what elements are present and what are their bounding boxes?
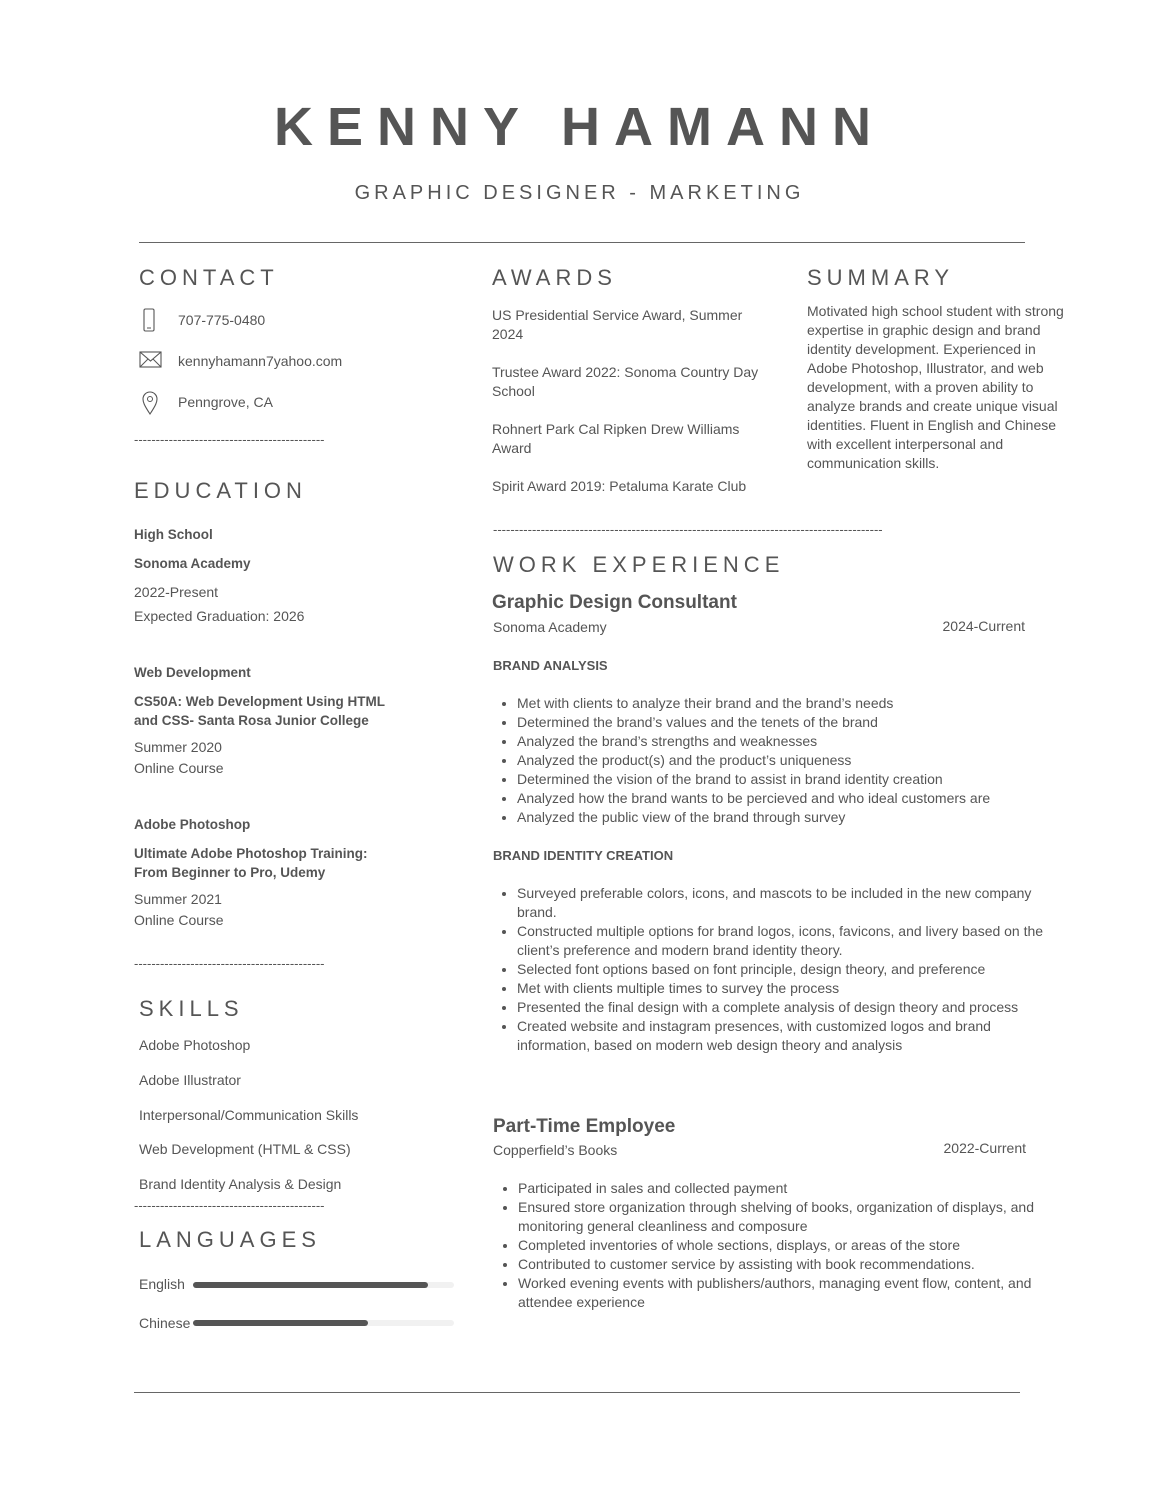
list-item: • Contributed to customer service by assisting with book recommendations. [518, 1255, 1048, 1274]
education-line: Summer 2020 [134, 739, 222, 755]
mail-icon [139, 349, 161, 373]
languages-heading: LANGUAGES [139, 1227, 321, 1252]
awards-divider: ------------------------------------------------------------------------------------------ [493, 522, 883, 537]
list-item: • Completed inventories of whole sections, displays, or areas of the store [518, 1236, 1048, 1255]
summary-heading: SUMMARY [807, 265, 955, 290]
work-heading: WORK EXPERIENCE [493, 552, 785, 577]
list-item: • Met with clients multiple times to survey the process [517, 979, 1047, 998]
contact-phone [139, 308, 265, 332]
section-label: BRAND IDENTITY CREATION [493, 848, 674, 863]
header-divider [139, 242, 1025, 243]
list-item: • Created website and instagram presences, with customized logos and brand information, based on modern web design theory and analysis [517, 1017, 1047, 1055]
resume-name: KENNY HAMANN [273, 97, 886, 157]
education-line: Summer 2021 [134, 891, 222, 907]
job-dates: 2022-Current [943, 1140, 1026, 1156]
job-company: Copperfield’s Books [493, 1142, 618, 1158]
list-item: • Ensured store organization through shelving of books, organization of displays, and monitoring general cleanliness and composure [518, 1198, 1048, 1236]
skill-item: Brand Identity Analysis & Design [139, 1176, 342, 1192]
summary-text: Motivated high school student with strong expertise in graphic design and brand identity development. Experienced in Adobe Photoshop, Illustrator, and web development, with a proven ability to analyze brands and create unique visual identities. Fluent in English and Chinese with excellent interpersonal and communication skills. [807, 303, 1064, 471]
phone-icon [139, 308, 161, 332]
job-title: Part-Time Employee [493, 1116, 676, 1137]
education-line: Expected Graduation: 2026 [134, 608, 305, 624]
contact-phone-text: 707-775-0480 [178, 311, 266, 328]
part-time-list [494, 1179, 1048, 1312]
education-category: High School [134, 527, 213, 542]
section-label: BRAND ANALYSIS [493, 658, 608, 673]
award-item: Spirit Award 2019: Petaluma Karate Club [492, 478, 747, 494]
skill-item: Interpersonal/Communication Skills [139, 1107, 359, 1123]
list-item: • Determined the brand’s values and the tenets of the brand [517, 713, 1047, 732]
language-name: Chinese [139, 1315, 191, 1331]
education-entry [134, 663, 404, 778]
education-school: Sonoma Academy [134, 556, 251, 571]
education-divider: -------------------------------------------- [134, 956, 325, 971]
list-item: • Selected font options based on font principle, design theory, and preference [517, 960, 1047, 979]
job-company: Sonoma Academy [493, 619, 607, 635]
resume-subtitle: GRAPHIC DESIGNER - MARKETING [354, 182, 805, 204]
list-item: • Presented the final design with a complete analysis of design theory and process [517, 998, 1047, 1017]
brand-analysis-list [493, 694, 1047, 827]
awards-heading: AWARDS [492, 265, 617, 290]
award-item: Trustee Award 2022: Sonoma Country Day School [492, 364, 759, 399]
contact-location [139, 390, 273, 414]
list-item: • Met with clients to analyze their brand and the brand’s needs [517, 694, 1047, 713]
language-name: English [139, 1276, 185, 1292]
location-pin-icon [139, 390, 161, 414]
education-entry [134, 525, 404, 626]
language-bar [193, 1320, 454, 1326]
contact-divider: -------------------------------------------- [134, 432, 325, 447]
education-school: CS50A: Web Development Using HTML and CSS- Santa Rosa Junior College [134, 694, 385, 728]
education-line: Online Course [134, 760, 224, 776]
award-item: Rohnert Park Cal Ripken Drew Williams Award [492, 421, 740, 456]
list-item: • Constructed multiple options for brand logos, icons, favicons, and livery based on the client’s preference and modern brand identity theory. [517, 922, 1047, 960]
contact-heading: CONTACT [139, 265, 279, 290]
language-bar [193, 1282, 454, 1288]
footer-divider [134, 1392, 1020, 1393]
contact-location-text: Penngrove, CA [178, 393, 273, 410]
list-item: • Analyzed the public view of the brand through survey [517, 808, 1047, 827]
list-item: • Determined the vision of the brand to assist in brand identity creation [517, 770, 1047, 789]
brand-identity-list [493, 884, 1047, 1055]
list-item: • Worked evening events with publishers/authors, managing event flow, content, and attendee experience [518, 1274, 1048, 1312]
education-category: Web Development [134, 665, 251, 680]
job-title: Graphic Design Consultant [492, 592, 737, 613]
skill-item: Adobe Photoshop [139, 1037, 251, 1053]
education-line: Online Course [134, 912, 224, 928]
contact-email [139, 349, 342, 373]
skills-heading: SKILLS [139, 996, 244, 1021]
language-bar-fill [193, 1320, 368, 1326]
education-entry [134, 815, 404, 930]
education-category: Adobe Photoshop [134, 817, 251, 832]
award-item: US Presidential Service Award, Summer 2024 [492, 307, 743, 342]
list-item: • Analyzed the brand’s strengths and weaknesses [517, 732, 1047, 751]
list-item: • Analyzed the product(s) and the product’s uniqueness [517, 751, 1047, 770]
job-dates: 2024-Current [942, 618, 1025, 634]
list-item: • Participated in sales and collected payment [518, 1179, 1048, 1198]
skill-item: Web Development (HTML & CSS) [139, 1141, 351, 1157]
education-heading: EDUCATION [134, 478, 307, 503]
skill-item: Adobe Illustrator [139, 1072, 241, 1088]
list-item: • Analyzed how the brand wants to be percieved and who ideal customers are [517, 789, 1047, 808]
list-item: • Surveyed preferable colors, icons, and mascots to be included in the new company brand. [517, 884, 1047, 922]
contact-email-text: kennyhamann7yahoo.com [178, 352, 343, 369]
education-school: Ultimate Adobe Photoshop Training: From Beginner to Pro, Udemy [134, 846, 368, 880]
skills-divider: -------------------------------------------- [134, 1198, 325, 1213]
language-bar-fill [193, 1282, 428, 1288]
education-line: 2022-Present [134, 584, 219, 600]
